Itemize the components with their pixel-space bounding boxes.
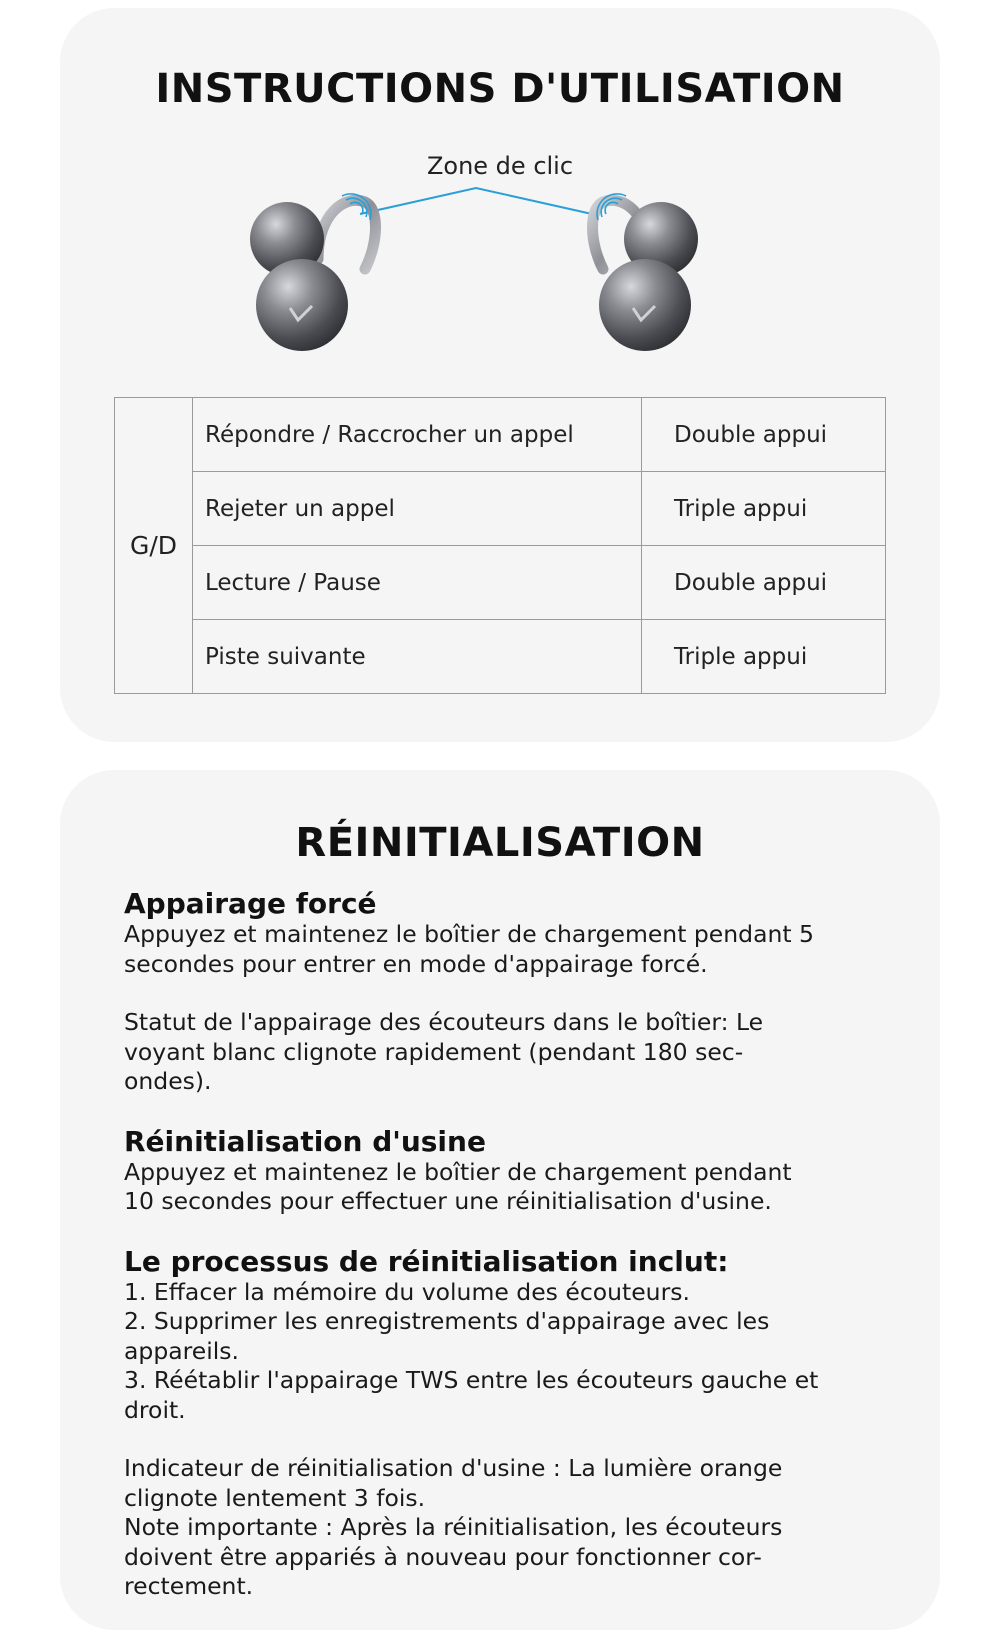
table-row bbox=[115, 620, 886, 694]
action-cell: Rejeter un appel bbox=[193, 472, 642, 546]
process-heading: Le processus de réinitialisation inclut: bbox=[124, 1244, 729, 1278]
reset-card bbox=[60, 770, 940, 1630]
gesture-cell: Triple appui bbox=[642, 472, 886, 546]
table-row bbox=[115, 546, 886, 620]
action-cell: Lecture / Pause bbox=[193, 546, 642, 620]
gesture-cell: Triple appui bbox=[642, 620, 886, 694]
factory-reset-heading: Réinitialisation d'usine bbox=[124, 1124, 486, 1158]
reset-title: RÉINITIALISATION bbox=[295, 820, 705, 866]
forced-pairing-line: Appuyez et maintenez le boîtier de chargement pendant 5 bbox=[124, 920, 815, 948]
instructions-card bbox=[60, 8, 940, 742]
click-zone-label: Zone de clic bbox=[426, 152, 574, 180]
important-note-line: rectement. bbox=[124, 1572, 254, 1600]
indicator-line: clignote lentement 3 fois. bbox=[124, 1483, 426, 1512]
process-step: 3. Réétablir l'appairage TWS entre les écouteurs gauche et bbox=[124, 1366, 819, 1394]
gesture-cell: Double appui bbox=[642, 546, 886, 620]
table-row bbox=[115, 472, 886, 546]
left-earbud-icon bbox=[250, 194, 376, 351]
pointer-lines bbox=[360, 188, 592, 214]
gesture-cell: Double appui bbox=[642, 398, 886, 472]
forced-pairing-heading: Appairage forcé bbox=[124, 887, 377, 920]
action-cell: Répondre / Raccrocher un appel bbox=[193, 398, 642, 472]
reset-body bbox=[124, 888, 864, 1602]
forced-pairing-line: secondes pour entrer en mode d'appairage forcé. bbox=[124, 949, 708, 978]
table-row bbox=[115, 398, 886, 472]
important-note-line: Note importante : Après la réinitialisation, les écouteurs bbox=[124, 1513, 783, 1541]
pairing-status-line: Statut de l'appairage des écouteurs dans le boîtier: Le bbox=[124, 1008, 764, 1036]
process-step: 2. Supprimer les enregistrements d'appairage avec les bbox=[124, 1307, 770, 1335]
pairing-status-line: ondes). bbox=[124, 1067, 212, 1095]
indicator-line: Indicateur de réinitialisation d'usine : La lumière orange bbox=[124, 1454, 783, 1482]
earbuds-illustration bbox=[60, 184, 940, 374]
process-step: appareils. bbox=[124, 1336, 240, 1365]
process-step: droit. bbox=[124, 1395, 186, 1424]
side-label: G/D bbox=[115, 398, 193, 694]
important-note-line: doivent être appariés à nouveau pour fonctionner cor- bbox=[124, 1542, 762, 1571]
right-earbud-icon bbox=[592, 194, 698, 351]
instructions-title: INSTRUCTIONS D'UTILISATION bbox=[155, 66, 845, 112]
action-cell: Piste suivante bbox=[193, 620, 642, 694]
controls-table bbox=[114, 397, 886, 694]
factory-reset-line: 10 secondes pour effectuer une réinitialisation d'usine. bbox=[124, 1187, 772, 1215]
process-step: 1. Effacer la mémoire du volume des écouteurs. bbox=[124, 1277, 690, 1306]
pairing-status-line: voyant blanc clignote rapidement (pendant 180 sec- bbox=[124, 1037, 744, 1066]
factory-reset-line: Appuyez et maintenez le boîtier de chargement pendant bbox=[124, 1157, 792, 1186]
